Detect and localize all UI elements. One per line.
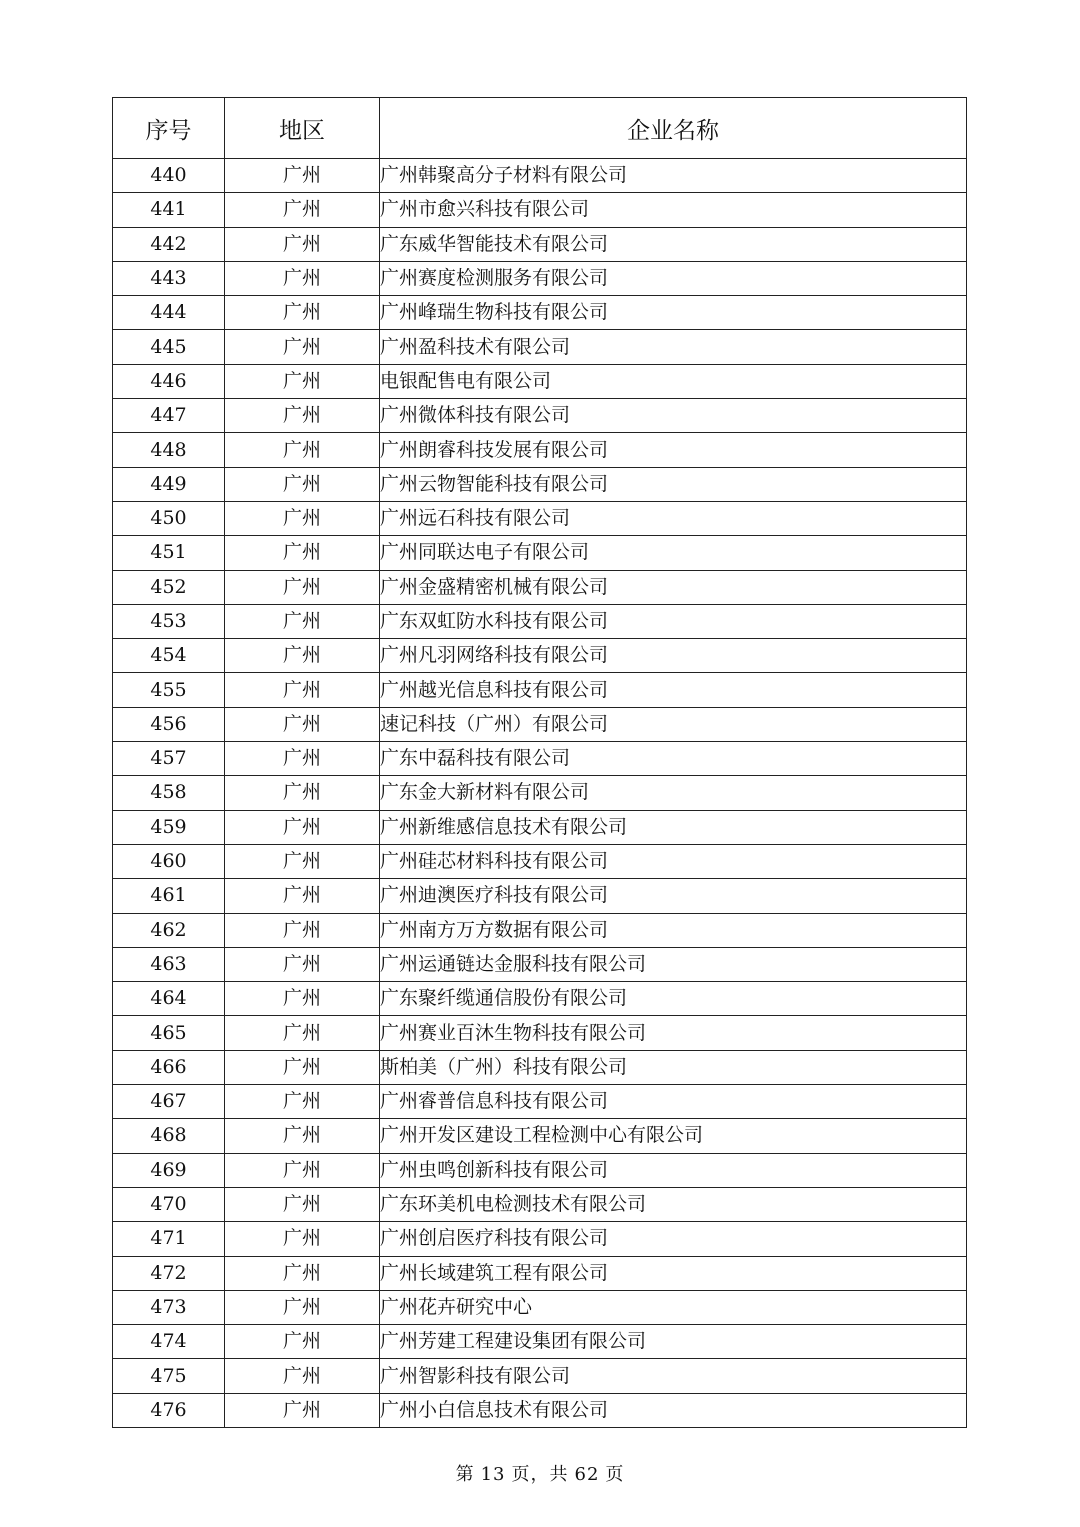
page-prefix: 第 [455, 1464, 475, 1485]
table-row [113, 1256, 967, 1290]
table-row [113, 1050, 967, 1084]
cell-serial-number: 470 [113, 1187, 225, 1221]
cell-serial-number: 474 [113, 1325, 225, 1359]
cell-enterprise-name: 广州睿普信息科技有限公司 [380, 1085, 967, 1119]
cell-enterprise-name: 广州小白信息技术有限公司 [380, 1393, 967, 1427]
cell-serial-number: 467 [113, 1085, 225, 1119]
cell-serial-number: 454 [113, 639, 225, 673]
cell-serial-number: 463 [113, 947, 225, 981]
header-region: 地区 [225, 98, 380, 159]
cell-region: 广州 [225, 913, 380, 947]
cell-enterprise-name: 广州开发区建设工程检测中心有限公司 [380, 1119, 967, 1153]
cell-region: 广州 [225, 364, 380, 398]
cell-region: 广州 [225, 399, 380, 433]
cell-region: 广州 [225, 604, 380, 638]
cell-serial-number: 457 [113, 742, 225, 776]
table-row [113, 364, 967, 398]
table-row [113, 982, 967, 1016]
cell-serial-number: 458 [113, 776, 225, 810]
cell-region: 广州 [225, 1050, 380, 1084]
cell-enterprise-name: 广州智影科技有限公司 [380, 1359, 967, 1393]
cell-serial-number: 468 [113, 1119, 225, 1153]
cell-region: 广州 [225, 742, 380, 776]
cell-serial-number: 442 [113, 227, 225, 261]
cell-serial-number: 447 [113, 399, 225, 433]
cell-serial-number: 462 [113, 913, 225, 947]
cell-enterprise-name: 广州市愈兴科技有限公司 [380, 193, 967, 227]
cell-enterprise-name: 广州南方万方数据有限公司 [380, 913, 967, 947]
cell-region: 广州 [225, 1359, 380, 1393]
table-row [113, 296, 967, 330]
cell-region: 广州 [225, 1325, 380, 1359]
table-row [113, 570, 967, 604]
cell-enterprise-name: 广东环美机电检测技术有限公司 [380, 1187, 967, 1221]
table-row [113, 1290, 967, 1324]
table-row [113, 1153, 967, 1187]
cell-enterprise-name: 广州长域建筑工程有限公司 [380, 1256, 967, 1290]
page-total: 62 [574, 1464, 600, 1485]
cell-enterprise-name: 广东威华智能技术有限公司 [380, 227, 967, 261]
cell-region: 广州 [225, 159, 380, 193]
table-row [113, 742, 967, 776]
cell-enterprise-name: 广州硅芯材料科技有限公司 [380, 844, 967, 878]
cell-enterprise-name: 广州迪澳医疗科技有限公司 [380, 879, 967, 913]
cell-region: 广州 [225, 810, 380, 844]
table-row [113, 433, 967, 467]
table-row [113, 261, 967, 295]
cell-enterprise-name: 广东金大新材料有限公司 [380, 776, 967, 810]
cell-region: 广州 [225, 1290, 380, 1324]
cell-region: 广州 [225, 1222, 380, 1256]
page-end: 页 [605, 1464, 625, 1485]
cell-region: 广州 [225, 1256, 380, 1290]
header-serial-number: 序号 [113, 98, 225, 159]
cell-serial-number: 446 [113, 364, 225, 398]
table-row [113, 776, 967, 810]
cell-enterprise-name: 广州朗睿科技发展有限公司 [380, 433, 967, 467]
table-row [113, 639, 967, 673]
table-row [113, 707, 967, 741]
cell-region: 广州 [225, 879, 380, 913]
cell-enterprise-name: 广州运通链达金服科技有限公司 [380, 947, 967, 981]
table-row [113, 399, 967, 433]
cell-enterprise-name: 广州越光信息科技有限公司 [380, 673, 967, 707]
cell-serial-number: 475 [113, 1359, 225, 1393]
cell-serial-number: 473 [113, 1290, 225, 1324]
page-suffix: 页，共 [511, 1464, 569, 1485]
cell-region: 广州 [225, 1393, 380, 1427]
cell-region: 广州 [225, 1016, 380, 1050]
cell-enterprise-name: 广州韩聚高分子材料有限公司 [380, 159, 967, 193]
table-row [113, 673, 967, 707]
table-row [113, 879, 967, 913]
cell-serial-number: 443 [113, 261, 225, 295]
cell-enterprise-name: 广州微体科技有限公司 [380, 399, 967, 433]
cell-region: 广州 [225, 261, 380, 295]
table-row [113, 1222, 967, 1256]
table-body [113, 159, 967, 1428]
cell-enterprise-name: 斯柏美（广州）科技有限公司 [380, 1050, 967, 1084]
table-row [113, 1325, 967, 1359]
cell-region: 广州 [225, 536, 380, 570]
table-row [113, 1085, 967, 1119]
cell-serial-number: 441 [113, 193, 225, 227]
cell-serial-number: 451 [113, 536, 225, 570]
cell-serial-number: 464 [113, 982, 225, 1016]
cell-serial-number: 455 [113, 673, 225, 707]
cell-region: 广州 [225, 227, 380, 261]
cell-enterprise-name: 广州新维感信息技术有限公司 [380, 810, 967, 844]
cell-serial-number: 449 [113, 467, 225, 501]
cell-serial-number: 471 [113, 1222, 225, 1256]
cell-enterprise-name: 广州赛度检测服务有限公司 [380, 261, 967, 295]
cell-region: 广州 [225, 1153, 380, 1187]
cell-enterprise-name: 广州创启医疗科技有限公司 [380, 1222, 967, 1256]
cell-serial-number: 461 [113, 879, 225, 913]
cell-serial-number: 459 [113, 810, 225, 844]
cell-region: 广州 [225, 330, 380, 364]
cell-region: 广州 [225, 1187, 380, 1221]
cell-enterprise-name: 广东聚纤缆通信股份有限公司 [380, 982, 967, 1016]
cell-enterprise-name: 广州虫鸣创新科技有限公司 [380, 1153, 967, 1187]
table-row [113, 501, 967, 535]
cell-region: 广州 [225, 844, 380, 878]
cell-region: 广州 [225, 570, 380, 604]
cell-serial-number: 452 [113, 570, 225, 604]
table-row [113, 536, 967, 570]
cell-region: 广州 [225, 1119, 380, 1153]
cell-region: 广州 [225, 501, 380, 535]
page-current: 13 [480, 1464, 506, 1485]
table-row [113, 1016, 967, 1050]
cell-enterprise-name: 广州同联达电子有限公司 [380, 536, 967, 570]
cell-serial-number: 465 [113, 1016, 225, 1050]
cell-serial-number: 440 [113, 159, 225, 193]
cell-enterprise-name: 广东双虹防水科技有限公司 [380, 604, 967, 638]
cell-serial-number: 444 [113, 296, 225, 330]
table-row [113, 1393, 967, 1427]
cell-enterprise-name: 广州金盛精密机械有限公司 [380, 570, 967, 604]
cell-enterprise-name: 速记科技（广州）有限公司 [380, 707, 967, 741]
cell-region: 广州 [225, 1085, 380, 1119]
cell-serial-number: 448 [113, 433, 225, 467]
table-row [113, 1187, 967, 1221]
table-row [113, 810, 967, 844]
cell-region: 广州 [225, 707, 380, 741]
cell-serial-number: 453 [113, 604, 225, 638]
table-row [113, 913, 967, 947]
table-row [113, 1359, 967, 1393]
cell-serial-number: 456 [113, 707, 225, 741]
cell-enterprise-name: 广州花卉研究中心 [380, 1290, 967, 1324]
cell-enterprise-name: 广州赛业百沐生物科技有限公司 [380, 1016, 967, 1050]
table-row [113, 159, 967, 193]
cell-enterprise-name: 广州盈科技术有限公司 [380, 330, 967, 364]
page-footer [0, 1460, 1080, 1486]
table-row [113, 227, 967, 261]
table-row [113, 193, 967, 227]
cell-serial-number: 450 [113, 501, 225, 535]
cell-region: 广州 [225, 776, 380, 810]
cell-enterprise-name: 广州峰瑞生物科技有限公司 [380, 296, 967, 330]
cell-region: 广州 [225, 947, 380, 981]
cell-region: 广州 [225, 433, 380, 467]
cell-enterprise-name: 广州云物智能科技有限公司 [380, 467, 967, 501]
table-row [113, 467, 967, 501]
cell-region: 广州 [225, 639, 380, 673]
table-row [113, 844, 967, 878]
table-row [113, 1119, 967, 1153]
cell-region: 广州 [225, 673, 380, 707]
cell-serial-number: 466 [113, 1050, 225, 1084]
cell-serial-number: 460 [113, 844, 225, 878]
enterprise-table [112, 97, 967, 1428]
header-enterprise-name: 企业名称 [380, 98, 967, 159]
cell-enterprise-name: 广州远石科技有限公司 [380, 501, 967, 535]
cell-enterprise-name: 广州凡羽网络科技有限公司 [380, 639, 967, 673]
table-row [113, 947, 967, 981]
cell-enterprise-name: 广东中磊科技有限公司 [380, 742, 967, 776]
cell-serial-number: 472 [113, 1256, 225, 1290]
table-row [113, 330, 967, 364]
cell-region: 广州 [225, 296, 380, 330]
table-row [113, 604, 967, 638]
cell-region: 广州 [225, 467, 380, 501]
cell-region: 广州 [225, 193, 380, 227]
table-header-row [113, 98, 967, 159]
cell-serial-number: 445 [113, 330, 225, 364]
cell-serial-number: 469 [113, 1153, 225, 1187]
cell-enterprise-name: 广州芳建工程建设集团有限公司 [380, 1325, 967, 1359]
cell-region: 广州 [225, 982, 380, 1016]
cell-enterprise-name: 电银配售电有限公司 [380, 364, 967, 398]
cell-serial-number: 476 [113, 1393, 225, 1427]
